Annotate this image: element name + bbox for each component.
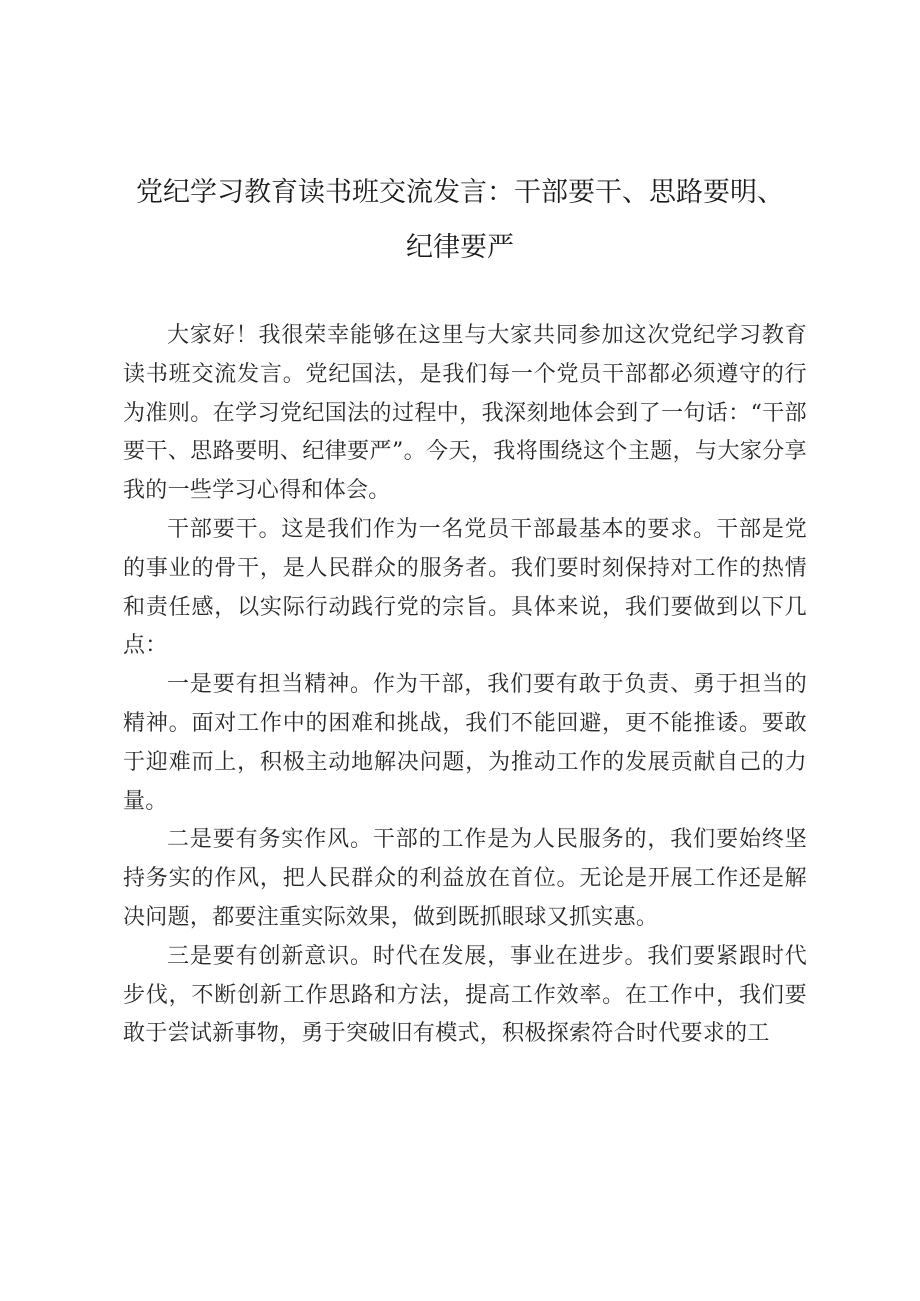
paragraph-point-one: 一是要有担当精神。作为干部，我们要有敢于负责、勇于担当的精神。面对工作中的困难和挑战，我们不能回避，更不能推诿。要敢于迎难而上，积极主动地解决问题，为推动工作的发展贡献自己的力量。 <box>123 672 807 814</box>
document-body <box>123 317 807 1054</box>
document-title <box>110 165 810 275</box>
paragraph-greeting: 大家好！我很荣幸能够在这里与大家共同参加这次党纪学习教育读书班交流发言。党纪国法，是我们每一个党员干部都必须遵守的行为准则。在学习党纪国法的过程中，我深刻地体会到了一句话：“干部要干、思路要明、纪律要严”。今天，我将围绕这个主题，与大家分享我的一些学习心得和体会。 <box>123 323 807 504</box>
paragraph-cadres-must-act: 干部要干。这是我们作为一名党员干部最基本的要求。干部是党的事业的骨干，是人民群众的服务者。我们要时刻保持对工作的热情和责任感，以实际行动践行党的宗旨。具体来说，我们要做到以下几点： <box>123 516 807 659</box>
paragraph-point-two: 二是要有务实作风。干部的工作是为人民服务的，我们要始终坚持务实的作风，把人民群众的利益放在首位。无论是开展工作还是解决问题，都要注重实际效果，做到既抓眼球又抓实惠。 <box>123 827 807 930</box>
title-line-1: 党纪学习教育读书班交流发言：干部要干、思路要明、 <box>136 177 784 208</box>
paragraph-point-three: 三是要有创新意识。时代在发展，事业在进步。我们要紧跟时代步伐，不断创新工作思路和方法，提高工作效率。在工作中，我们要敢于尝试新事物，勇于突破旧有模式，积极探索符合时代要求的工 <box>123 943 807 1047</box>
title-line-2: 纪律要严 <box>406 232 514 263</box>
